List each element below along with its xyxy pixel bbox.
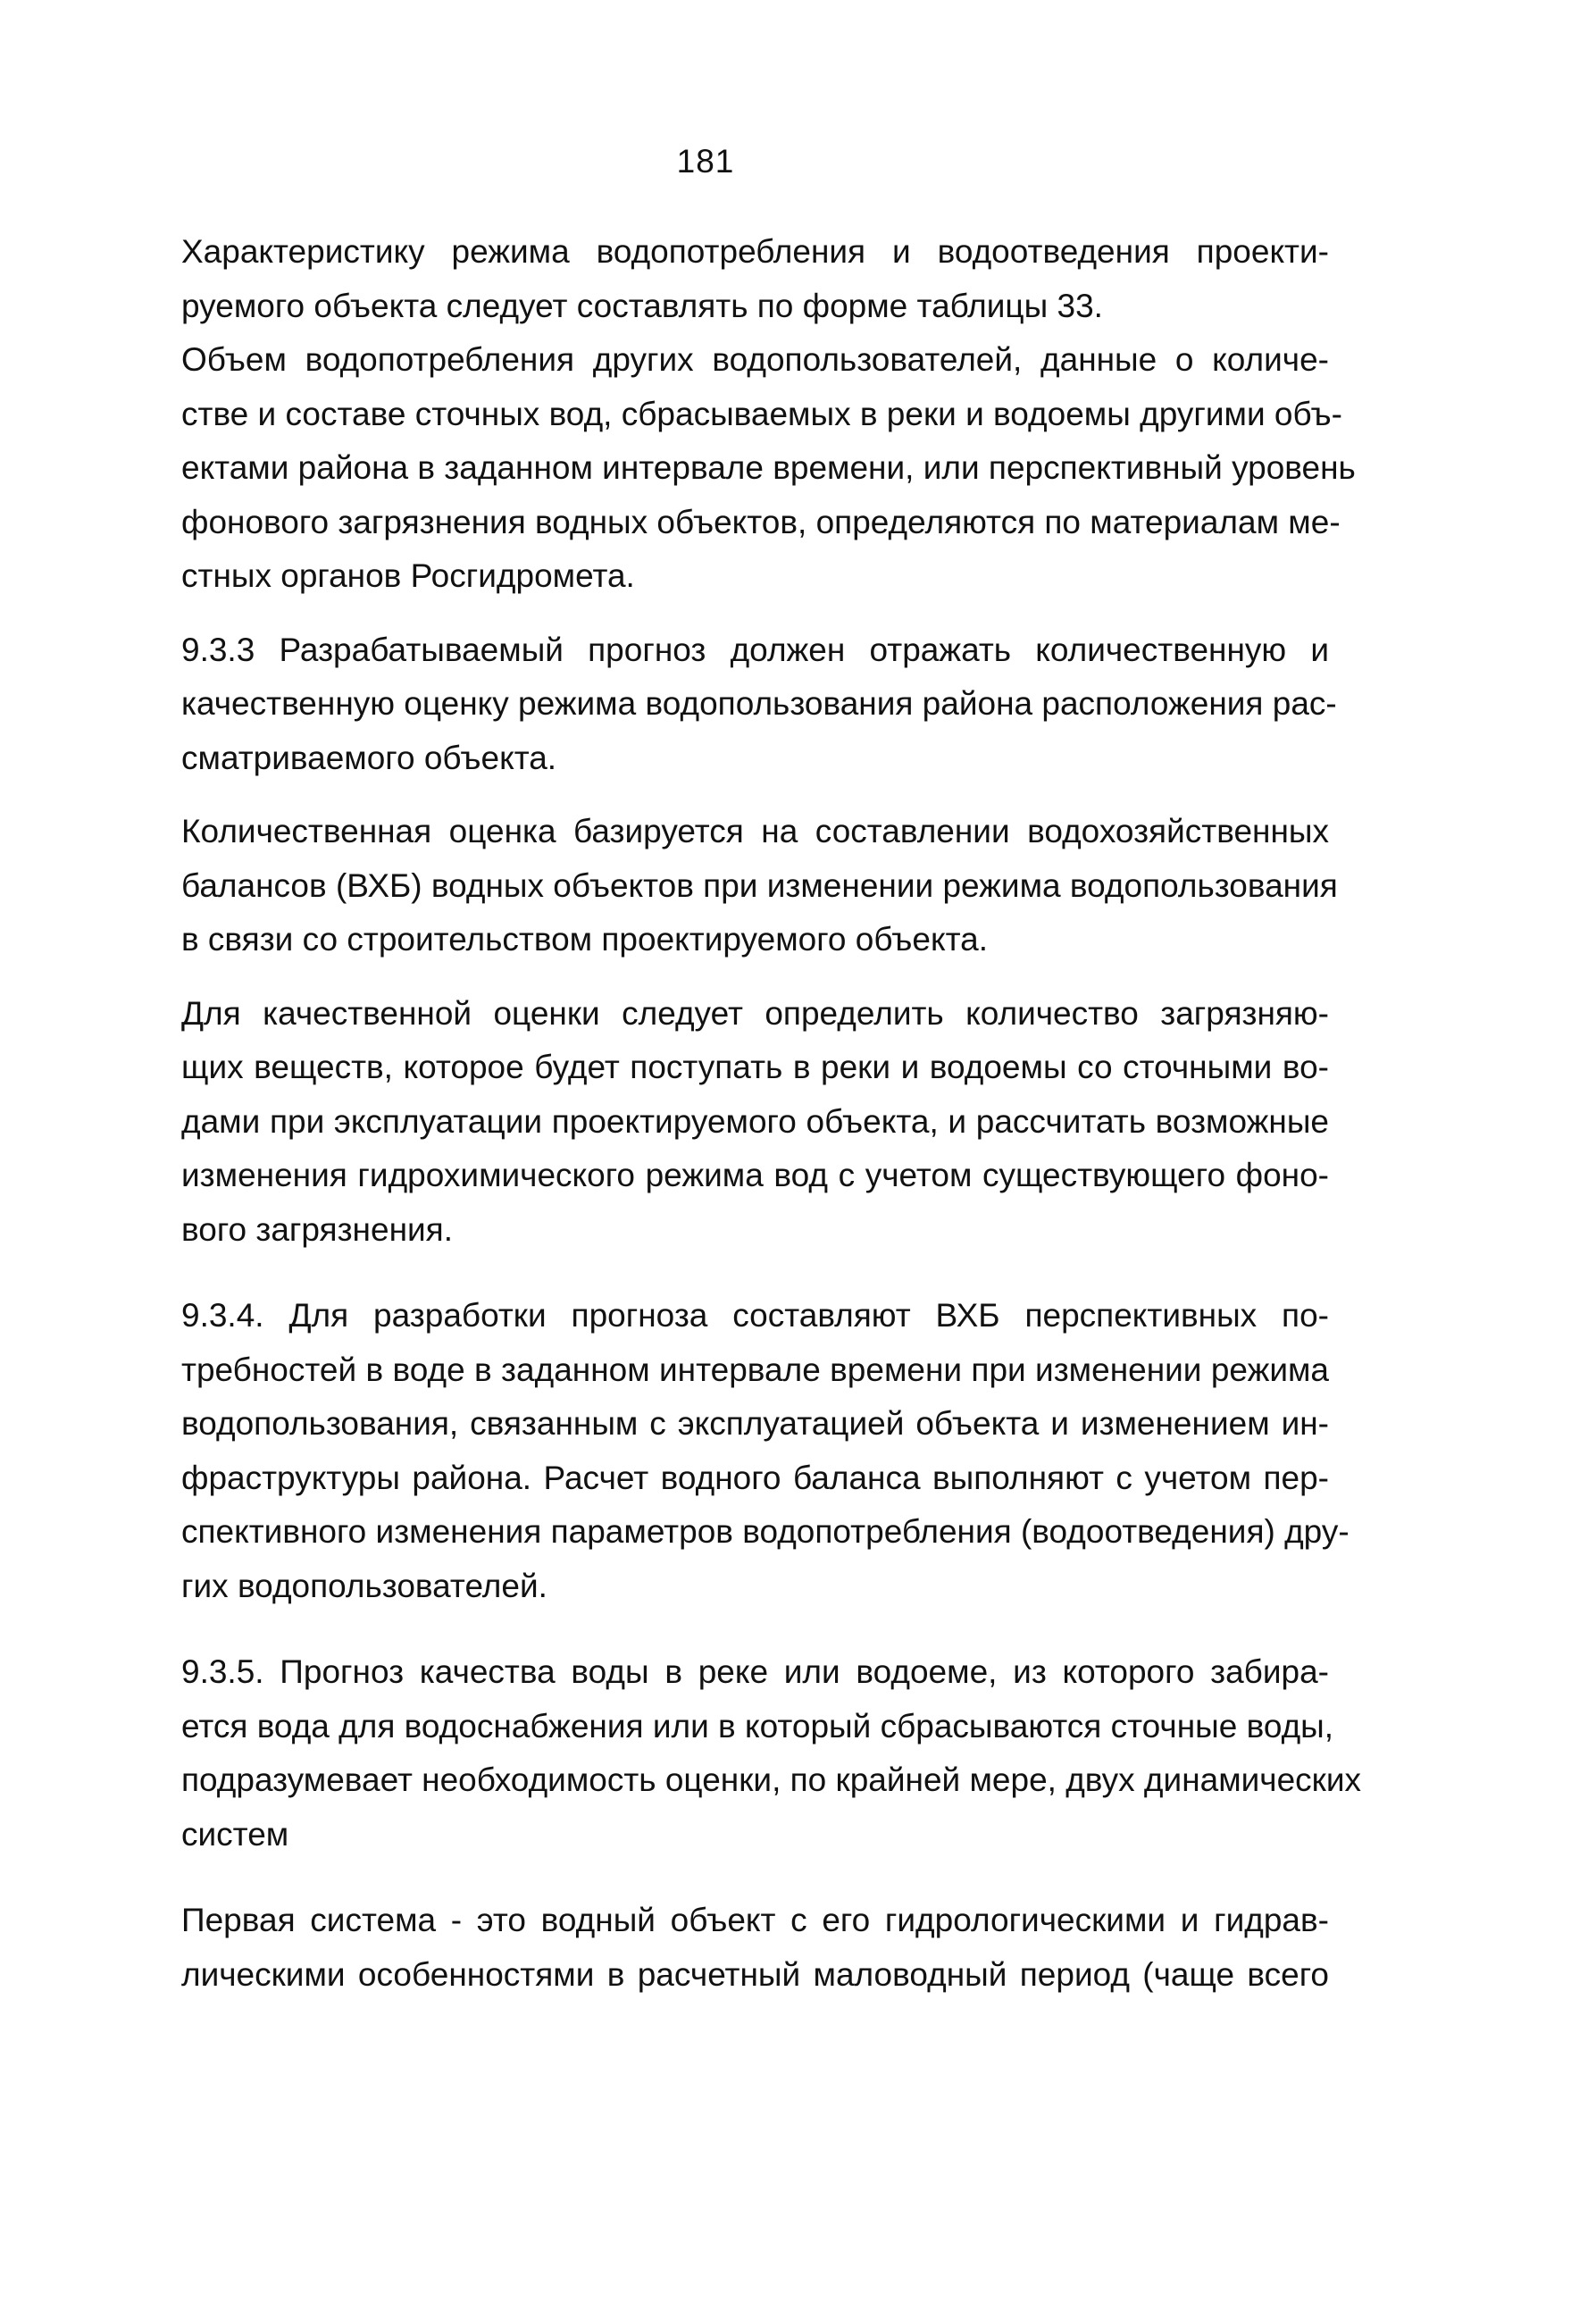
text-line: руемого объекта следует составлять по форме таблицы 33. <box>181 287 1103 324</box>
text-line: лическими особенностями в расчетный маловодный период (чаще всего <box>181 1955 1329 1993</box>
text-line: Объем водопотребления других водопользователей, данные о количе- <box>181 341 1329 378</box>
text-line: Для качественной оценки следует определить количество загрязняю- <box>181 994 1329 1032</box>
paragraph-first-system <box>119 1894 1329 2002</box>
text-line: подразумевает необходимость оценки, по крайней мере, двух динамических <box>181 1761 1362 1798</box>
paragraph-9-3-5 <box>119 1645 1362 1862</box>
text-line: 9.3.4. Для разработки прогноза составляют ВХБ перспективных по- <box>181 1297 1329 1334</box>
paragraph-qualitative-assessment <box>119 987 1329 1258</box>
document-body <box>119 225 1362 2002</box>
text-line: дами при эксплуатации проектируемого объекта, и рассчитать возможные <box>181 1102 1329 1140</box>
text-line: ется вода для водоснабжения или в который сбрасываются сточные воды, <box>181 1707 1334 1745</box>
text-line: 9.3.3 Разрабатываемый прогноз должен отражать количественную и <box>181 631 1329 668</box>
text-line: спективного изменения параметров водопотребления (водоотведения) дру- <box>181 1513 1349 1550</box>
text-line: стве и составе сточных вод, сбрасываемых в реки и водоемы другими объ- <box>181 395 1342 432</box>
paragraph-water-regime-characteristics <box>119 225 1329 333</box>
text-line: сматриваемого объекта. <box>181 739 557 776</box>
text-line: фраструктуры района. Расчет водного баланса выполняют с учетом пер- <box>181 1459 1329 1496</box>
text-line: 9.3.5. Прогноз качества воды в реке или водоеме, из которого забира- <box>181 1653 1329 1690</box>
text-line: Характеристику режима водопотребления и водоотведения проекти- <box>181 233 1329 270</box>
text-line: балансов (ВХБ) водных объектов при изменении режима водопользования <box>181 866 1338 904</box>
paragraph-9-3-3 <box>119 623 1337 786</box>
text-line: качественную оценку режима водопользования района расположения рас- <box>181 685 1337 722</box>
text-line: гих водопользователей. <box>181 1567 547 1604</box>
text-line: стных органов Росгидромета. <box>181 557 635 594</box>
text-line: Количественная оценка базируется на составлении водохозяйственных <box>181 813 1329 849</box>
paragraph-quantitative-assessment <box>119 805 1338 967</box>
text-line: изменения гидрохимического режима вод с учетом существующего фоно- <box>181 1157 1329 1193</box>
text-line: требностей в воде в заданном интервале времени при изменении режима <box>181 1351 1329 1388</box>
page-number: 181 <box>676 143 735 180</box>
text-line: щих веществ, которое будет поступать в реки и водоемы со сточными во- <box>181 1049 1329 1085</box>
text-line: систем <box>181 1815 289 1853</box>
text-line: фонового загрязнения водных объектов, определяются по материалам ме- <box>181 503 1341 540</box>
text-line: в связи со строительством проектируемого объекта. <box>181 921 988 958</box>
text-line: водопользования, связанным с эксплуатацией объекта и изменением ин- <box>181 1405 1329 1442</box>
paragraph-9-3-4 <box>119 1289 1349 1613</box>
paragraph-other-water-users <box>119 333 1356 604</box>
text-line: вого загрязнения. <box>181 1210 453 1248</box>
text-line: Первая система - это водный объект с его гидрологическими и гидрав- <box>181 1902 1329 1938</box>
text-line: ектами района в заданном интервале времени, или перспективный уровень <box>181 449 1356 486</box>
